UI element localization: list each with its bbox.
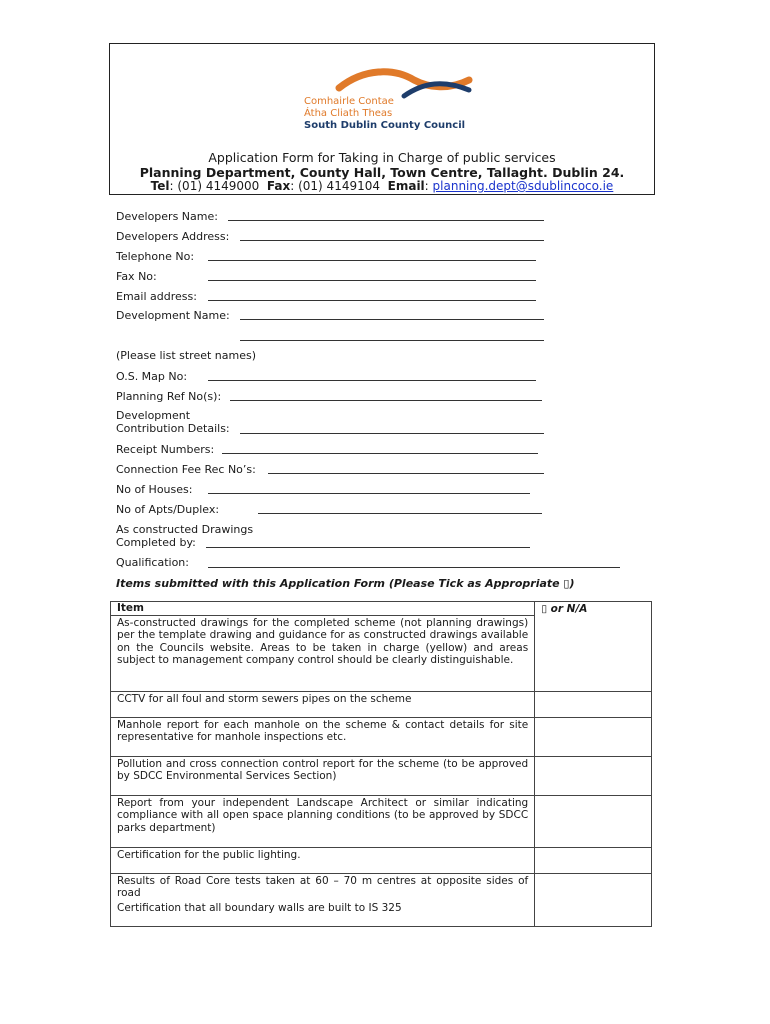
os-map-label: O.S. Map No: bbox=[116, 370, 188, 383]
table-row bbox=[111, 691, 652, 717]
drawings-label-line2: Completed by: bbox=[116, 536, 196, 549]
table-row bbox=[111, 795, 652, 847]
drawings-completed-by-line[interactable] bbox=[206, 547, 530, 548]
tel-label: Tel bbox=[150, 179, 170, 193]
email-address-line[interactable] bbox=[208, 300, 536, 301]
fax-line[interactable] bbox=[208, 280, 536, 281]
item-cell: Results of Road Core tests taken at 60 – 70 m centres at opposite sides of road bbox=[111, 873, 535, 901]
department-address: Planning Department, County Hall, Town Centre, Tallaght. Dublin 24. bbox=[139, 165, 625, 180]
qualification-line[interactable] bbox=[208, 567, 620, 568]
email-separator: : bbox=[424, 179, 433, 193]
item-cell: Pollution and cross connection control report for the scheme (to be approved by SDCC Environmental Services Section) bbox=[111, 756, 535, 795]
development-name-line[interactable] bbox=[240, 319, 544, 320]
table-row bbox=[111, 847, 652, 873]
items-heading: Items submitted with this Application Form (Please Tick as Appropriate ▯) bbox=[116, 577, 575, 590]
table-header-row bbox=[111, 602, 652, 616]
receipt-numbers-line[interactable] bbox=[222, 453, 538, 454]
tick-cell[interactable] bbox=[535, 847, 652, 873]
street-names-note: (Please list street names) bbox=[116, 349, 257, 362]
developers-address-label: Developers Address: bbox=[116, 230, 230, 243]
tick-cell[interactable] bbox=[535, 691, 652, 717]
tick-cell[interactable] bbox=[535, 795, 652, 847]
item-cell: Manhole report for each manhole on the scheme & contact details for site representative for manhole inspections etc. bbox=[111, 717, 535, 756]
planning-ref-label: Planning Ref No(s): bbox=[116, 390, 222, 403]
fax-label: Fax bbox=[266, 179, 291, 193]
contribution-label-line1: Development bbox=[116, 409, 191, 422]
item-cell: Report from your independent Landscape Architect or similar indicating compliance with all open space planning conditions (to be approved by SDCC parks department) bbox=[111, 795, 535, 847]
tick-cell[interactable] bbox=[535, 873, 652, 927]
planning-ref-line[interactable] bbox=[230, 400, 542, 401]
developers-name-label: Developers Name: bbox=[116, 210, 218, 223]
item-cell: CCTV for all foul and storm sewers pipes on the scheme bbox=[111, 691, 535, 717]
contribution-label-line2: Contribution Details: bbox=[116, 422, 230, 435]
contact-line bbox=[110, 179, 654, 193]
telephone-line[interactable] bbox=[208, 260, 536, 261]
column-header-item: Item bbox=[111, 602, 535, 616]
item-cell: Certification that all boundary walls are built to IS 325 bbox=[111, 901, 535, 927]
header-box bbox=[109, 43, 655, 195]
development-name-label: Development Name: bbox=[116, 309, 230, 322]
email-link[interactable]: planning.dept@sdublincoco.ie bbox=[432, 179, 614, 193]
logo-irish-line1: Comhairle Contae bbox=[304, 96, 394, 107]
logo-irish-line2: Átha Cliath Theas bbox=[304, 108, 393, 119]
os-map-line[interactable] bbox=[208, 380, 536, 381]
logo-english-name: South Dublin County Council bbox=[304, 120, 466, 131]
tick-cell[interactable] bbox=[535, 756, 652, 795]
items-table bbox=[110, 601, 652, 927]
table-row bbox=[111, 717, 652, 756]
connection-fee-line[interactable] bbox=[268, 473, 544, 474]
table-row bbox=[111, 756, 652, 795]
contribution-line[interactable] bbox=[240, 433, 544, 434]
no-houses-line[interactable] bbox=[208, 493, 530, 494]
no-houses-label: No of Houses: bbox=[116, 483, 193, 496]
developers-name-line[interactable] bbox=[228, 220, 544, 221]
development-name-line-2[interactable] bbox=[240, 340, 544, 341]
no-apts-line[interactable] bbox=[258, 513, 542, 514]
developers-address-line[interactable] bbox=[240, 240, 544, 241]
item-cell: Certification for the public lighting. bbox=[111, 847, 535, 873]
qualification-label: Qualification: bbox=[116, 556, 189, 569]
fax-value: : (01) 4149104 bbox=[290, 179, 380, 193]
drawings-label-line1: As constructed Drawings bbox=[116, 523, 254, 536]
email-address-label: Email address: bbox=[116, 290, 197, 303]
column-header-tick: ▯ or N/A bbox=[535, 602, 652, 692]
fax-label-field: Fax No: bbox=[116, 270, 157, 283]
tel-value: : (01) 4149000 bbox=[169, 179, 260, 193]
receipt-numbers-label: Receipt Numbers: bbox=[116, 443, 215, 456]
council-logo bbox=[304, 66, 504, 146]
email-label: Email bbox=[387, 179, 425, 193]
telephone-label: Telephone No: bbox=[116, 250, 195, 263]
form-title: Application Form for Taking in Charge of public services bbox=[208, 150, 556, 165]
item-cell: As-constructed drawings for the completed scheme (not planning drawings) per the template drawing and guidance for as constructed drawings available on the Councils website. Areas to be taken in charge (yellow) and areas subject to management company control should be clearly distinguishable. bbox=[111, 615, 535, 691]
logo-text bbox=[304, 96, 465, 132]
table-row bbox=[111, 873, 652, 901]
no-apts-label: No of Apts/Duplex: bbox=[116, 503, 220, 516]
tick-cell[interactable] bbox=[535, 717, 652, 756]
connection-fee-label: Connection Fee Rec No’s: bbox=[116, 463, 256, 476]
